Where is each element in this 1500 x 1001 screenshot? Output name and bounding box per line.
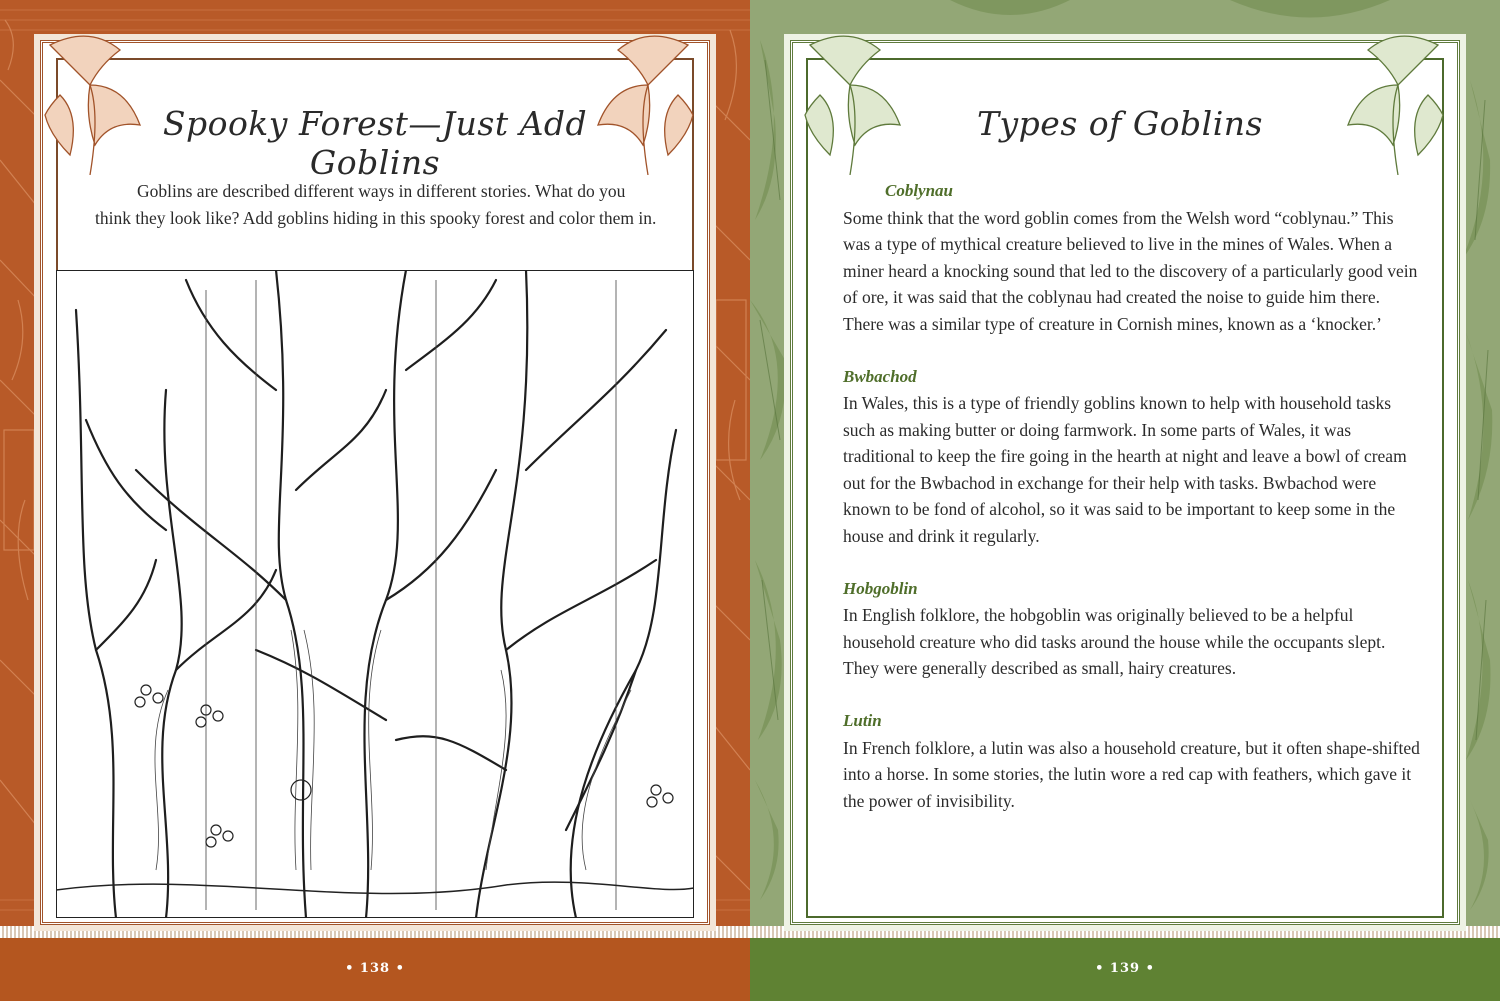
section-lutin: [843, 708, 1423, 814]
flower-ornament-icon: [1328, 25, 1458, 175]
spooky-forest-illustration: [56, 270, 694, 918]
section-heading: Lutin: [843, 711, 882, 730]
section-heading: Hobgoblin: [843, 578, 918, 598]
goblin-types-list: [843, 178, 1423, 841]
left-intro-paragraph: Goblins are described different ways in different stories. What do you think they look like? Add goblins hiding in this spooky forest and color them in.: [95, 181, 657, 228]
section-heading: Coblynau: [885, 181, 954, 200]
section-heading: Bwbachod: [843, 366, 917, 386]
section-hobgoblin: [843, 576, 1423, 682]
page-number-right: • 139 •: [1095, 961, 1155, 976]
left-page-title: Spooky Forest—Just Add Goblins: [162, 104, 588, 182]
left-footer-border: [0, 926, 750, 938]
section-body: Some think that the word goblin comes from the Welsh word “coblynau.” This was a type of mythical creature believed to live in the mines of Wales. When a miner heard a knocking sound that led to the discovery of a particularly good vein of ore, it was said that the coblynau had created the noise to guide him there. There was a similar type of creature in Cornish mines, known as a ‘knocker.’: [843, 207, 1418, 334]
section-body: In English folklore, the hobgoblin was originally believed to be a helpful household creature who did tasks around the house while the occupants slept. They were generally described as small, hairy creatures.: [843, 605, 1386, 678]
page-number-left: • 138 •: [345, 961, 405, 976]
right-footer-border: [750, 926, 1500, 938]
section-bwbachod: [843, 364, 1423, 550]
section-body: In Wales, this is a type of friendly goblins known to help with household tasks such as making butter or doing farmwork. In some parts of Wales, it was traditional to keep the fire going in the hearth at night and leave a bowl of cream out for the Bwbachod in exchange for their help with tasks. Bwbachod were known to be fond of alcohol, so it was said to be important to keep some in the house and drink it regularly.: [843, 393, 1407, 546]
section-body: In French folklore, a lutin was also a household creature, but it often shape-shifted into a horse. In some stories, the lutin wore a red cap with feathers, which gave it the power of invisibility.: [843, 737, 1420, 811]
flower-ornament-icon: [790, 25, 920, 175]
section-coblynau: [843, 178, 1423, 337]
right-page-title: Types of Goblins: [977, 104, 1263, 143]
